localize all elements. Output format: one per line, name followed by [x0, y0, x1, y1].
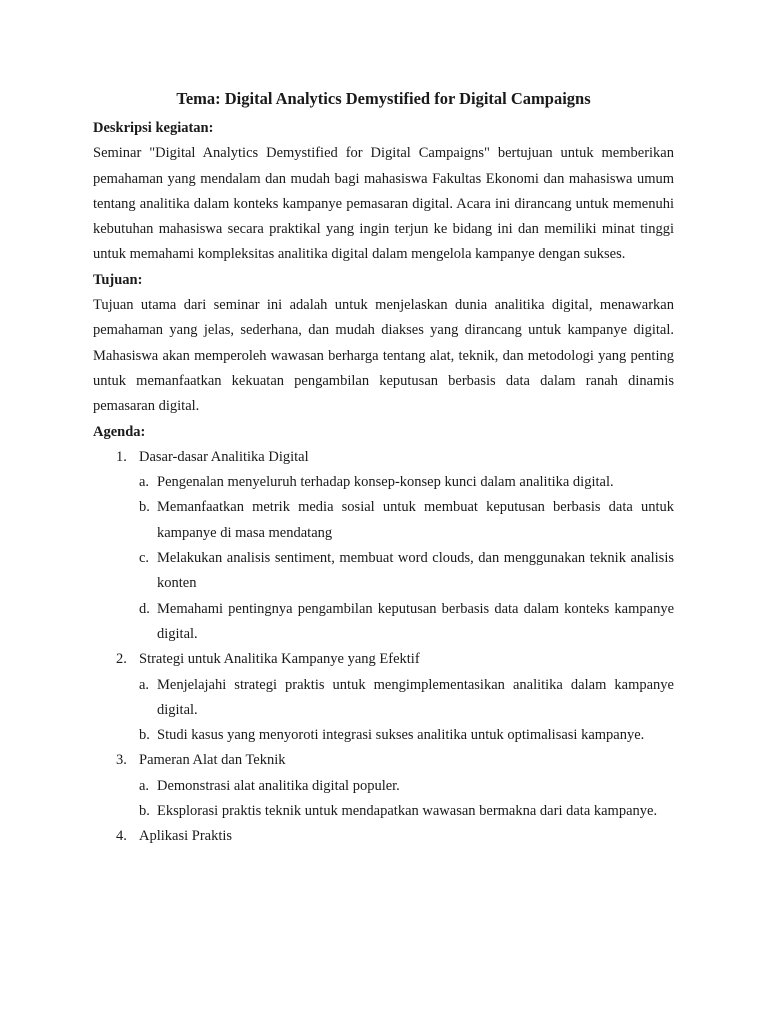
agenda-sub-list: [93, 774, 674, 825]
agenda-sub-item-text: Studi kasus yang menyoroti integrasi sukses analitika untuk optimalisasi kampanye.: [157, 727, 645, 744]
agenda-sub-list: [93, 470, 674, 647]
agenda-sub-item: [93, 546, 674, 597]
agenda-sub-item-text: Demonstrasi alat analitika digital populer.: [157, 777, 400, 794]
agenda-item: [93, 748, 674, 824]
agenda-sub-item-letter: b.: [139, 727, 150, 744]
agenda-item-title: Aplikasi Praktis: [139, 828, 233, 845]
agenda-sub-item: [93, 799, 674, 824]
description-paragraph: Seminar "Digital Analytics Demystified for Digital Campaigns" bertujuan untuk memberikan pemahaman yang mendalam dan mudah bagi mahasiswa Fakultas Ekonomi dan mahasiswa umum tentang analitika dalam konteks kampanye pemasaran digital. Acara ini dirancang untuk memenuhi kebutuhan mahasiswa secara praktikal yang ingin terjun ke bidang ini dan memiliki minat tinggi untuk memahami kompleksitas analitika digital dalam mengelola kampanye dengan sukses.: [93, 145, 674, 263]
agenda-sub-item-text: Memanfaatkan metrik media sosial untuk membuat keputusan berbasis data untuk kampanye di masa mendatang: [157, 499, 674, 541]
agenda-sub-item-text: Memahami pentingnya pengambilan keputusan berbasis data dalam konteks kampanye digital.: [157, 600, 674, 642]
agenda-item-number: 1.: [116, 448, 127, 465]
agenda-sub-item-letter: a.: [139, 777, 150, 794]
agenda-item-number: 2.: [116, 651, 127, 668]
agenda-sub-item-text: Menjelajahi strategi praktis untuk mengimplementasikan analitika dalam kampanye digital.: [157, 676, 674, 718]
agenda-list: [93, 445, 674, 850]
agenda-sub-item: [93, 673, 674, 724]
agenda-sub-item: [93, 774, 674, 799]
agenda-item-number: 3.: [116, 752, 127, 769]
document-page: [93, 87, 674, 850]
description-heading: Deskripsi kegiatan:: [93, 120, 214, 136]
agenda-item: [93, 647, 674, 748]
agenda-sub-item: [93, 723, 674, 748]
document-title: Tema: Digital Analytics Demystified for Digital Campaigns: [176, 89, 591, 108]
goal-paragraph: Tujuan utama dari seminar ini adalah untuk menjelaskan dunia analitika digital, menawarkan pemahaman yang jelas, sederhana, dan mudah diakses yang dirancang untuk kampanye digital. Mahasiswa akan memperoleh wawasan berharga tentang alat, teknik, dan metodologi yang penting untuk memanfaatkan kekuatan pengambilan keputusan berbasis data dalam ranah dinamis pemasaran digital.: [93, 297, 674, 415]
agenda-sub-item-letter: b.: [139, 499, 150, 516]
agenda-item-number: 4.: [116, 828, 127, 845]
agenda-sub-item-letter: c.: [139, 550, 150, 567]
agenda-sub-item-letter: a.: [139, 676, 150, 693]
agenda-sub-list: [93, 673, 674, 749]
agenda-sub-item: [93, 470, 674, 495]
agenda-sub-item-text: Melakukan analisis sentiment, membuat word clouds, dan menggunakan teknik analisis konten: [157, 550, 674, 592]
agenda-sub-item-text: Pengenalan menyeluruh terhadap konsep-konsep kunci dalam analitika digital.: [157, 474, 614, 491]
agenda-item: [93, 445, 674, 647]
agenda-item-title: Dasar-dasar Analitika Digital: [139, 448, 309, 465]
goal-heading: Tujuan:: [93, 271, 143, 288]
agenda-sub-item: [93, 495, 674, 546]
agenda-item-title: Pameran Alat dan Teknik: [139, 752, 286, 769]
agenda-sub-item: [93, 597, 674, 648]
agenda-sub-item-text: Eksplorasi praktis teknik untuk mendapatkan wawasan bermakna dari data kampanye.: [157, 803, 658, 820]
agenda-sub-item-letter: b.: [139, 803, 150, 820]
agenda-item-title: Strategi untuk Analitika Kampanye yang Efektif: [139, 651, 420, 668]
agenda-sub-item-letter: d.: [139, 600, 150, 617]
agenda-heading: Agenda:: [93, 423, 146, 440]
agenda-sub-item-letter: a.: [139, 474, 150, 491]
agenda-item: [93, 824, 674, 849]
